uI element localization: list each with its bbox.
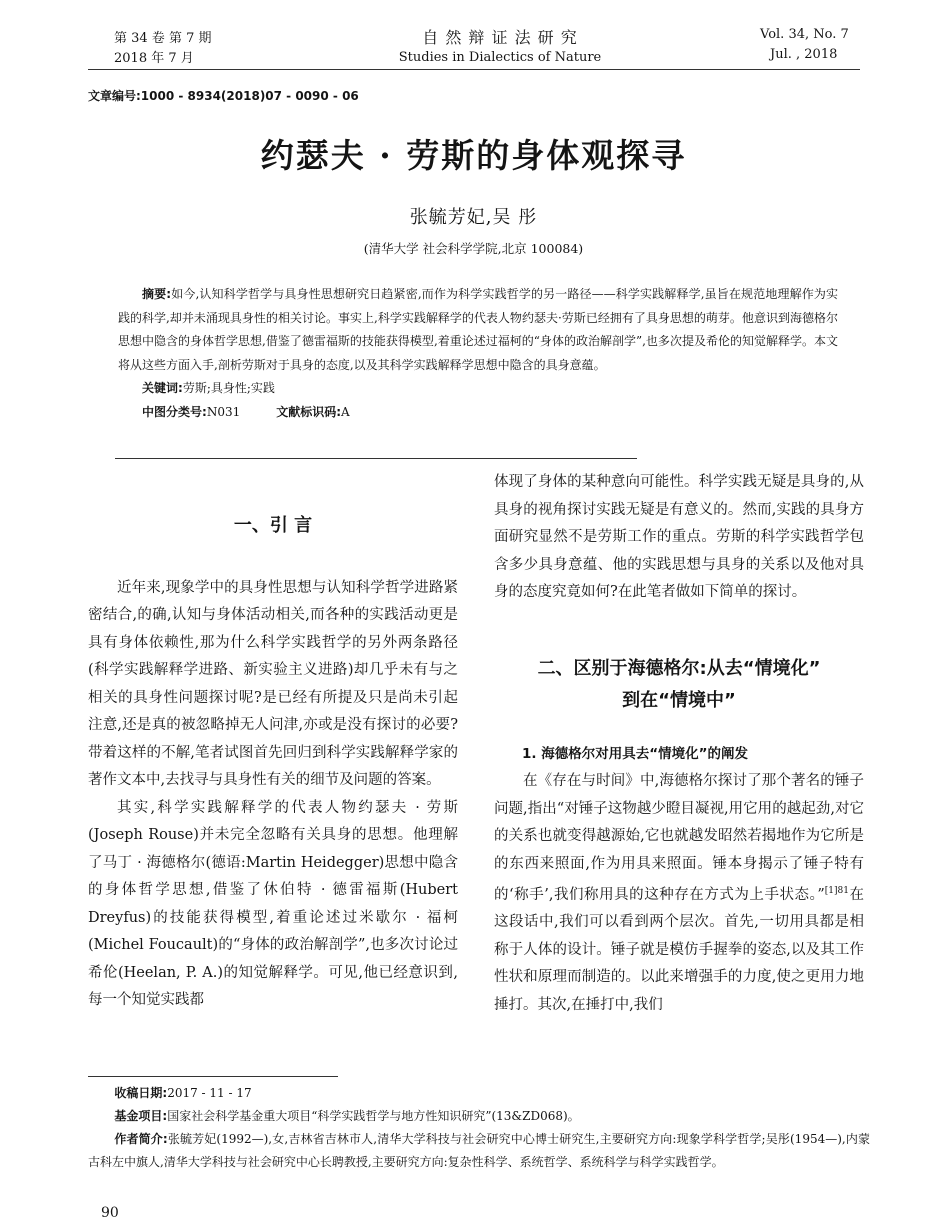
- header-date-en: Jul. , 2018: [770, 47, 838, 62]
- abstract-text: 如今,认知科学哲学与具身性思想研究日趋紧密,而作为科学实践哲学的另一路径——科学实践解释学,虽旨在规范地理解作为实践的科学,却并未涌现具身性的相关讨论。事实上,科学实践解释学的代表人物约瑟夫·劳斯已经拥有了具身思想的萌芽。他意识到海德格尔思想中隐含的身体哲学思想,借鉴了德雷福斯的技能获得模型,着重论述过福柯的“身体的政治解剖学”,也多次提及希伦的知觉解释学。本文将从这些方面入手,剖析劳斯对于具身的态度,以及其科学实践解释学思想中隐含的具身意蕴。: [118, 287, 838, 372]
- footnote-received: [88, 1082, 870, 1105]
- clc-value: N031: [206, 404, 241, 419]
- abstract-block: [118, 283, 838, 425]
- keywords-text: 劳斯;具身性;实践: [182, 381, 275, 396]
- page-number: 90: [101, 1205, 119, 1221]
- keywords-label: 关键词:: [142, 381, 183, 396]
- section-2-paragraph-1-text: 在《存在与时间》中,海德格尔探讨了那个著名的锤子问题,指出“对锤子这物越少瞪目凝视,用它用的越起劲,对它的关系也就变得越源始,它也就越发昭然若揭地作为它所是的东西来照面,作为用具来照面。锤本身揭示了锤子特有的‘称手’,我们称用具的这种存在方式为上手状态。”: [494, 773, 864, 903]
- journal-title-en: Studies in Dialectics of Nature: [398, 50, 602, 65]
- subsection-1-title: 1. 海德格尔对用具去“情境化”的阐发: [522, 745, 748, 762]
- section-2-paragraph-1: [494, 768, 864, 1019]
- section-1-title: 一、引 言: [233, 515, 313, 536]
- footnote-rule: [88, 1076, 338, 1077]
- received-label: 收稿日期:: [114, 1086, 168, 1100]
- section-2-title-line-2: 到在“情境中”: [622, 689, 736, 711]
- header-rule: [88, 69, 860, 70]
- keywords: [118, 377, 838, 401]
- fund-label: 基金项目:: [114, 1109, 168, 1123]
- abstract: [118, 283, 838, 377]
- footnote-fund: [88, 1105, 870, 1128]
- section-1-paragraph-1: 近年来,现象学中的具身性思想与认知科学哲学进路紧密结合,的确,认知与身体活动相关,而各种的实践活动更是具有身体依赖性,那为什么科学实践哲学的另外两条路径(科学实践解释学进路、新实验主义进路)却几乎未有与之相关的具身性问题探讨呢?是已经有所提及只是尚未引起注意,还是真的被忽略掉无人问津,亦或是没有探讨的必要?带着这样的不解,笔者试图首先回归到科学实践解释学家的著作文本中,去找寻与具身性有关的细节及问题的答案。: [88, 579, 458, 788]
- header-volume-en: Vol. 34, No. 7: [760, 27, 849, 42]
- affiliation: (清华大学 社会科学学院,北京 100084): [363, 241, 584, 256]
- footnote-author: [88, 1128, 870, 1174]
- citation-1: [1]81: [824, 886, 849, 896]
- clc-label: 中图分类号:: [142, 404, 207, 419]
- author-info-label: 作者简介:: [114, 1132, 168, 1146]
- fund-text: 国家社会科学基金重大项目“科学实践哲学与地方性知识研究”(13&ZD068)。: [167, 1109, 580, 1123]
- received-date: 2017 - 11 - 17: [167, 1086, 252, 1100]
- section-2-paragraph-1-continued: 在这段话中,我们可以看到两个层次。首先,一切用具都是相称于人体的设计。锤子就是模仿手握拳的姿态,以及其工作性状和原理而制造的。以此来增强手的力度,使之更用力地捶打。其次,在捶打中,我们: [494, 886, 865, 1013]
- abstract-label: 摘要:: [142, 287, 172, 301]
- author-info-text: 张毓芳妃(1992—),女,吉林省吉林市人,清华大学科技与社会研究中心博士研究生,主要研究方向:现象学科学哲学;吴彤(1954—),内蒙古科左中旗人,清华大学科技与社会研究中心长聘教授,主要研究方向:复杂性科学、系统哲学、系统科学与科学实践哲学。: [88, 1132, 870, 1169]
- section-1-paragraph-2: 其实,科学实践解释学的代表人物约瑟夫 · 劳斯(Joseph Rouse)并未完全忽略有关具身的思想。他理解了马丁 · 海德格尔(德语:Martin Heidegger)思想中隐含的身体哲学思想,借鉴了休伯特 · 德雷福斯(Hubert Dreyfus)的技能获得模型,着重论述过米歇尔 · 福柯(Michel Foucault)的“身体的政治解剖学”,也多次讨论过希伦(Heelan, P. A.)的知觉解释学。可见,他已经意识到,每一个知觉实践都: [88, 799, 458, 1008]
- section-2-title-line-1: 二、区别于海德格尔:从去“情境化”: [537, 657, 821, 679]
- authors: 张毓芳妃,吴 彤: [409, 207, 538, 228]
- classification: [118, 401, 838, 425]
- article-number: 文章编号:1000 - 8934(2018)07 - 0090 - 06: [88, 89, 359, 103]
- article-title: 约瑟夫 · 劳斯的身体观探寻: [260, 136, 687, 175]
- journal-title-cn: 自 然 辩 证 法 研 究: [422, 28, 578, 47]
- abstract-rule: [115, 458, 637, 459]
- right-column: [494, 469, 864, 1019]
- right-column-paragraph-0: 体现了身体的某种意向可能性。科学实践无疑是具身的,从具身的视角探讨实践无疑是有意义的。然而,实践的具身方面研究显然不是劳斯工作的重点。劳斯的科学实践哲学包含多少具身意蕴、他的实践思想与具身的关系以及他对具身的态度究竟如何?在此笔者做如下简单的探讨。: [494, 474, 864, 600]
- doc-code-value: A: [341, 404, 350, 419]
- header-date-cn: 2018 年 7 月: [114, 51, 194, 66]
- section-2-title: [494, 653, 864, 717]
- left-column: [88, 470, 458, 1015]
- doc-code-label: 文献标识码:: [276, 404, 342, 419]
- header-volume-cn: 第 34 卷 第 7 期: [114, 31, 212, 46]
- footnotes: [88, 1082, 870, 1174]
